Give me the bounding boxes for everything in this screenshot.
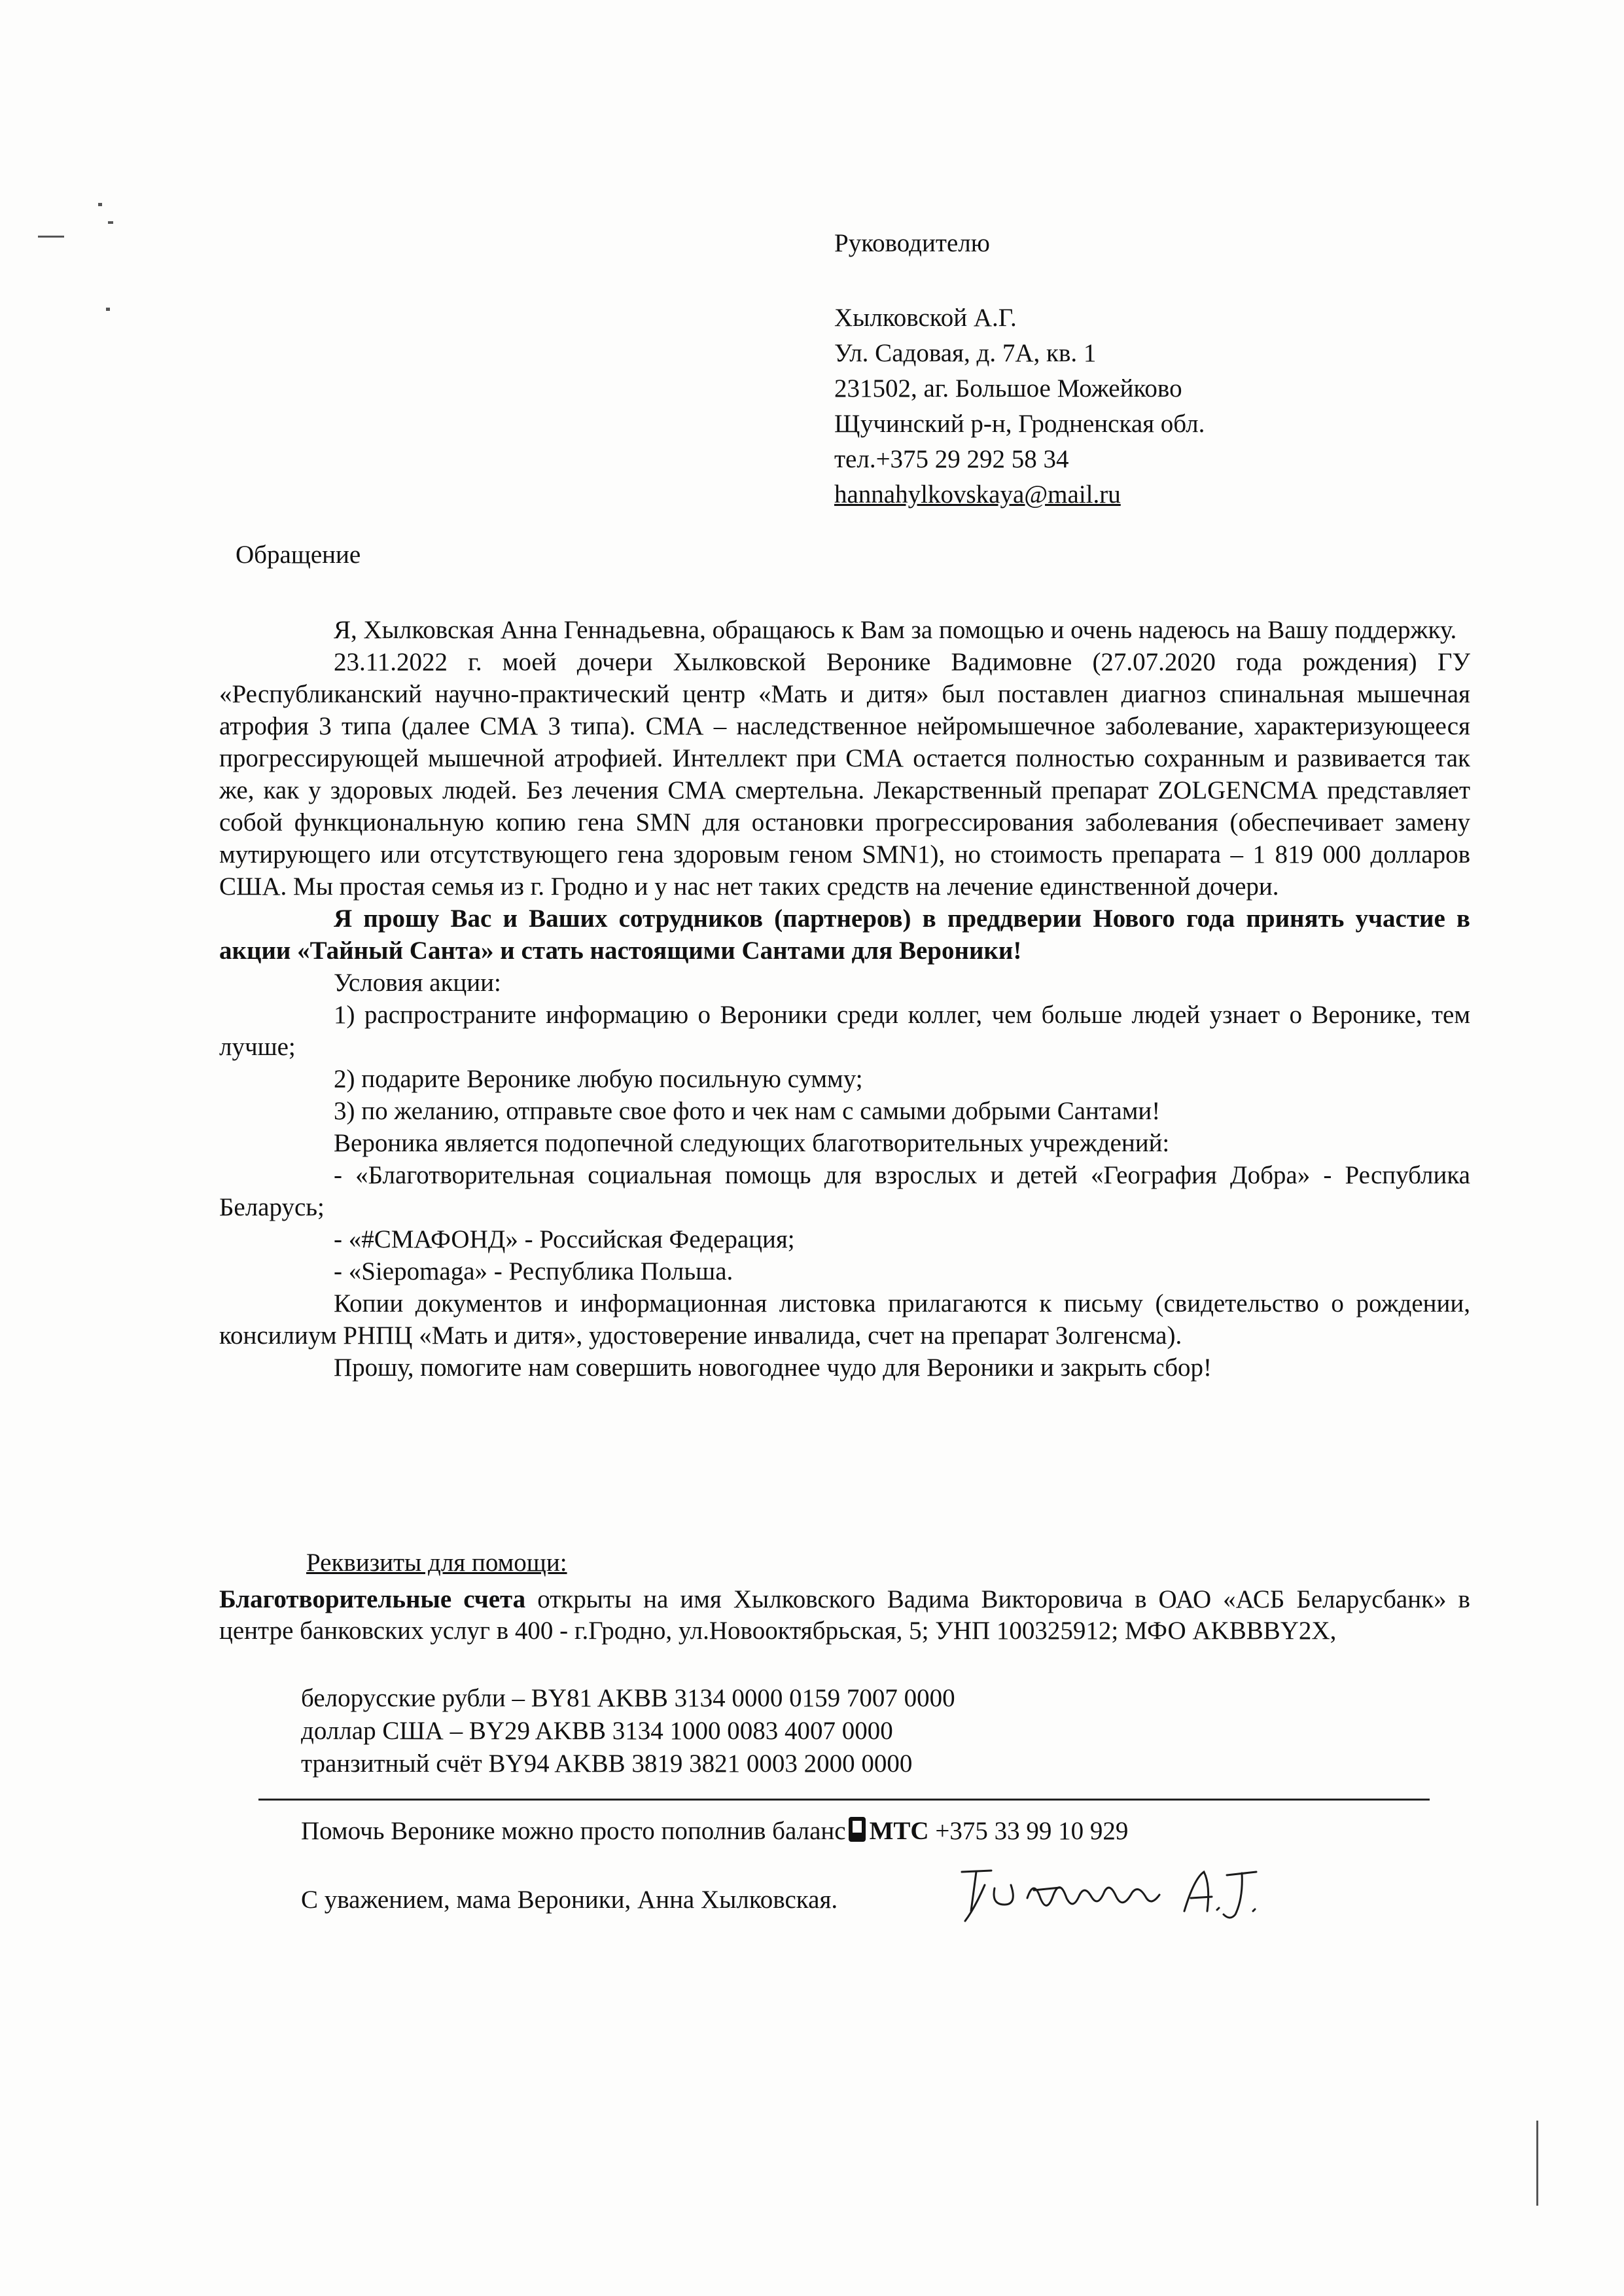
divider — [258, 1799, 1430, 1801]
phone-icon — [849, 1817, 866, 1842]
accounts-description: открыты на имя Хылковского Вадима Викторовича в ОАО «АСБ Беларусбанк» в центре банковских услуг в 400 - г.Гродно, ул.Новооктябрьская, 5; УНП 100325912; МФО AKBBBY2X, — [219, 1585, 1470, 1645]
ward-heading: Вероника является подопечной следующих благотворительных учреждений: — [334, 1129, 1170, 1157]
operator-name: МТС — [869, 1817, 929, 1845]
addressee-phone: тел.+375 29 292 58 34 — [834, 445, 1069, 473]
accounts-lead: Благотворительные счета — [219, 1585, 526, 1613]
letter-body — [219, 614, 1470, 1384]
plea-paragraph: Прошу, помогите нам совершить новогоднее чудо для Вероники и закрыть сбор! — [334, 1354, 1212, 1382]
address-street: Ул. Садовая, д. 7А, кв. 1 — [834, 339, 1097, 367]
account-transit: транзитный счёт BY94 AKBB 3819 3821 0003 2000 0000 — [301, 1749, 913, 1778]
condition-item: 2) подарите Веронике любую посильную сумму; — [334, 1065, 863, 1093]
charity-item: - «Siepomaga» - Республика Польша. — [334, 1257, 733, 1285]
charity-item: - «#СМАФОНД» - Российская Федерация; — [334, 1225, 795, 1253]
condition-item: 3) по желанию, отправьте свое фото и чек нам с самыми добрыми Сантами! — [334, 1097, 1161, 1125]
condition-item: 1) распространите информацию о Вероники среди коллег, чем больше людей узнает о Веронике, тем лучше; — [219, 1001, 1470, 1061]
attachments-paragraph: Копии документов и информационная листовка прилагаются к письму (свидетельство о рождении, консилиум РНПЦ «Мать и дитя», удостоверение инвалида, счет на препарат Золгенсма). — [219, 1289, 1470, 1350]
addressee-name: Хылковской А.Г. — [834, 304, 1017, 332]
diagnosis-paragraph: 23.11.2022 г. моей дочери Хылковской Веронике Вадимовне (27.07.2020 года рождения) ГУ «Республиканский научно-практический центр «Мать и дитя» был поставлен диагноз спинальная мышечная атрофия 3 типа (далее СМА 3 типа). СМА – наследственное нейромышечное заболевание, характеризующееся прогрессирующей мышечной атрофией. Интеллект при СМА остается полностью сохранным и развивается так же, как у здоровых людей. Без лечения СМА смертельна. Лекарственный препарат ZOLGENСМА представляет собой функциональную копию гена SMN для остановки прогрессирования заболевания (обеспечивает замену мутирующего или отсутствующего гена здоровым геном SMN1), но стоимость препарата – 1 819 000 долларов США. Мы простая семья из г. Гродно и у нас нет таких средств на лечение единственной дочери. — [219, 648, 1470, 901]
address-town: 231502, аг. Большое Можейково — [834, 374, 1182, 403]
requisites-text — [219, 1584, 1470, 1647]
closing-line: С уважением, мама Вероники, Анна Хылковская. — [301, 1886, 838, 1914]
conditions-heading: Условия акции: — [334, 969, 501, 997]
document-title: Обращение — [236, 541, 361, 569]
mobile-help-line — [301, 1816, 1128, 1846]
addressee-email: hannahylkovskaya@mail.ru — [834, 480, 1121, 509]
handwritten-signature — [955, 1859, 1263, 1931]
charity-item: - «Благотворительная социальная помощь для взрослых и детей «География Добра» - Республика Беларусь; — [219, 1161, 1470, 1221]
account-usd: доллар США – BY29 AKBB 3134 1000 0083 4007 0000 — [301, 1717, 893, 1745]
addressee-block — [834, 226, 1205, 512]
intro-paragraph: Я, Хылковская Анна Геннадьевна, обращаюсь к Вам за помощью и очень надеюсь на Вашу поддержку. — [334, 616, 1457, 644]
account-list — [301, 1682, 955, 1780]
address-region: Щучинский р-н, Гродненская обл. — [834, 410, 1205, 438]
account-byn: белорусские рубли – BY81 AKBB 3134 0000 0159 7007 0000 — [301, 1684, 955, 1712]
mobile-number: +375 33 99 10 929 — [928, 1817, 1129, 1845]
requisites-heading: Реквизиты для помощи: — [306, 1549, 567, 1577]
mobile-help-text: Помочь Веронике можно просто пополнив баланс — [301, 1817, 846, 1845]
request-paragraph: Я прошу Вас и Ваших сотрудников (партнеров) в преддверии Нового года принять участие в акции «Тайный Санта» и стать настоящими Сантами для Вероники! — [219, 905, 1470, 965]
addressee-role: Руководителю — [834, 229, 990, 257]
